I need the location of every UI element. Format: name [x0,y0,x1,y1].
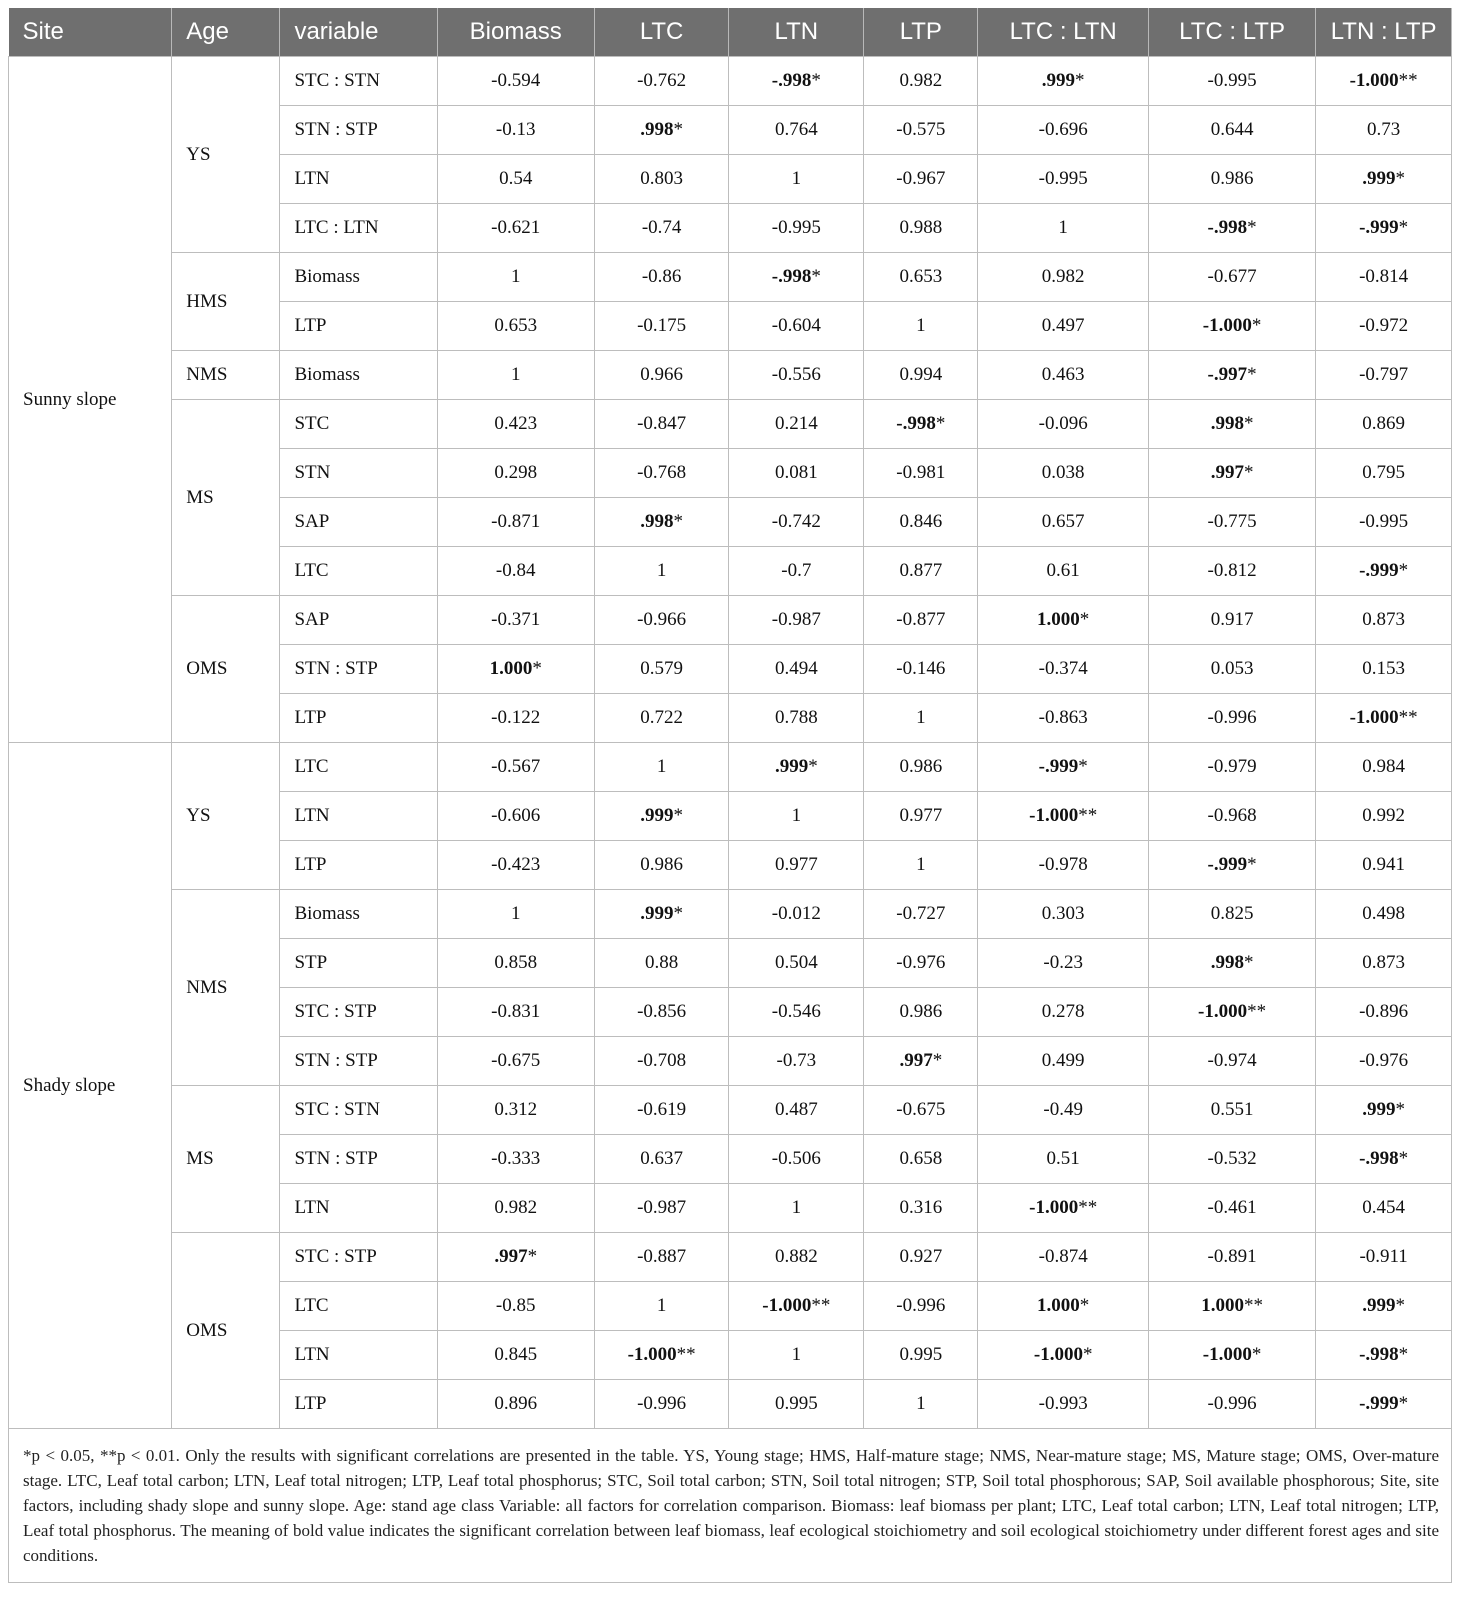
value-cell: -.998* [729,57,864,106]
value-cell: 0.423 [437,400,594,449]
value-cell: -0.621 [437,204,594,253]
value-cell: .999* [978,57,1148,106]
value-cell: 0.499 [978,1037,1148,1086]
value-cell: -0.974 [1148,1037,1315,1086]
value-cell: 0.795 [1316,449,1452,498]
age-cell: NMS [172,890,280,1086]
value-cell: -0.546 [729,988,864,1037]
value-cell: 0.494 [729,645,864,694]
value-cell: 0.986 [594,841,729,890]
value-cell: 1 [729,1331,864,1380]
value-cell: -0.911 [1316,1233,1452,1282]
value-cell: -1.000** [729,1282,864,1331]
value-cell: 0.038 [978,449,1148,498]
value-cell: 1 [437,253,594,302]
variable-cell: LTP [280,694,437,743]
value-cell: 0.977 [729,841,864,890]
value-cell: -0.863 [978,694,1148,743]
value-cell: 0.988 [864,204,978,253]
value-cell: 1.000* [978,596,1148,645]
value-cell: -0.567 [437,743,594,792]
value-cell: -.998* [1148,204,1315,253]
value-cell: -0.13 [437,106,594,155]
value-cell: -0.996 [594,1380,729,1429]
value-cell: -0.968 [1148,792,1315,841]
table-row [9,253,1452,302]
correlation-table [8,8,1452,1429]
value-cell: 0.278 [978,988,1148,1037]
variable-cell: LTC [280,1282,437,1331]
table-row [9,57,1452,106]
value-cell: 0.316 [864,1184,978,1233]
value-cell: 0.637 [594,1135,729,1184]
value-cell: 0.504 [729,939,864,988]
value-cell: 0.153 [1316,645,1452,694]
variable-cell: LTC [280,743,437,792]
table-footnote: *p < 0.05, **p < 0.01. Only the results with significant correlations are presented in the table. YS, Young stage; HMS, Half-mature stage; NMS, Near-mature stage; MS, Mature stage; OMS, Over-mature stage. LTC, Leaf total carbon; LTN, Leaf total nitrogen; LTP, Leaf total phosphorus; STC, Soil total carbon; STN, Soil total nitrogen; STP, Soil total phosphorous; SAP, Soil available phosphorous; Site, site factors, including shady slope and sunny slope. Age: stand age class Variable: all factors for correlation comparison. Biomass: leaf biomass per plant; LTC, Leaf total carbon; LTN, Leaf total nitrogen; LTP, Leaf total phosphorus. The meaning of bold value indicates the significant correlation between leaf biomass, leaf ecological stoichiometry and soil ecological stoichiometry under different forest ages and site conditions. [8,1429,1452,1583]
value-cell: 0.977 [864,792,978,841]
value-cell: -0.877 [864,596,978,645]
value-cell: -.998* [1316,1135,1452,1184]
value-cell: -0.423 [437,841,594,890]
value-cell: -0.23 [978,939,1148,988]
value-cell: .998* [1148,939,1315,988]
value-cell: -0.74 [594,204,729,253]
value-cell: -0.887 [594,1233,729,1282]
variable-cell: LTN [280,792,437,841]
value-cell: 0.081 [729,449,864,498]
value-cell: -0.122 [437,694,594,743]
column-header: LTC : LTP [1148,8,1315,57]
value-cell: 0.214 [729,400,864,449]
value-cell: -0.996 [1148,694,1315,743]
value-cell: 0.312 [437,1086,594,1135]
variable-cell: LTP [280,302,437,351]
value-cell: -0.987 [594,1184,729,1233]
value-cell: -.997* [1148,351,1315,400]
value-cell: 1 [594,1282,729,1331]
value-cell: -1.000** [978,792,1148,841]
value-cell: -1.000** [1316,57,1452,106]
value-cell: -0.978 [978,841,1148,890]
value-cell: -.999* [1316,204,1452,253]
value-cell: 0.992 [1316,792,1452,841]
value-cell: 0.877 [864,547,978,596]
column-header: LTN [729,8,864,57]
value-cell: 1.000* [978,1282,1148,1331]
variable-cell: LTN [280,155,437,204]
value-cell: -0.967 [864,155,978,204]
value-cell: 0.764 [729,106,864,155]
value-cell: 0.984 [1316,743,1452,792]
value-cell: 0.303 [978,890,1148,939]
value-cell: .997* [864,1037,978,1086]
table-row [9,351,1452,400]
value-cell: -1.000* [1148,302,1315,351]
value-cell: .999* [1316,1086,1452,1135]
value-cell: -0.675 [437,1037,594,1086]
column-header: Biomass [437,8,594,57]
value-cell: 0.846 [864,498,978,547]
value-cell: -0.874 [978,1233,1148,1282]
value-cell: -0.775 [1148,498,1315,547]
value-cell: -0.146 [864,645,978,694]
value-cell: -0.619 [594,1086,729,1135]
value-cell: -0.73 [729,1037,864,1086]
value-cell: 1 [729,792,864,841]
value-cell: -0.604 [729,302,864,351]
value-cell: 0.579 [594,645,729,694]
value-cell: -0.993 [978,1380,1148,1429]
variable-cell: Biomass [280,890,437,939]
value-cell: -0.85 [437,1282,594,1331]
value-cell: -.999* [1148,841,1315,890]
value-cell: 1.000* [437,645,594,694]
value-cell: .999* [594,890,729,939]
value-cell: 0.986 [864,743,978,792]
value-cell: -0.506 [729,1135,864,1184]
age-cell: YS [172,743,280,890]
value-cell: .997* [1148,449,1315,498]
value-cell: 0.873 [1316,939,1452,988]
value-cell: 0.788 [729,694,864,743]
value-cell: -0.742 [729,498,864,547]
value-cell: 0.454 [1316,1184,1452,1233]
value-cell: .998* [594,498,729,547]
variable-cell: STC : STP [280,1233,437,1282]
value-cell: .999* [1316,155,1452,204]
value-cell: -0.333 [437,1135,594,1184]
value-cell: .998* [1148,400,1315,449]
value-cell: .999* [1316,1282,1452,1331]
value-cell: 0.995 [864,1331,978,1380]
value-cell: 0.941 [1316,841,1452,890]
variable-cell: LTP [280,841,437,890]
value-cell: -0.995 [729,204,864,253]
value-cell: -0.594 [437,57,594,106]
column-header: LTP [864,8,978,57]
value-cell: -.999* [978,743,1148,792]
value-cell: 0.51 [978,1135,1148,1184]
value-cell: -0.996 [1148,1380,1315,1429]
value-cell: 0.88 [594,939,729,988]
value-cell: -0.532 [1148,1135,1315,1184]
value-cell: 0.858 [437,939,594,988]
age-cell: OMS [172,1233,280,1429]
variable-cell: STC : STN [280,1086,437,1135]
value-cell: -0.987 [729,596,864,645]
value-cell: 1 [864,1380,978,1429]
value-cell: -0.976 [1316,1037,1452,1086]
value-cell: -0.896 [1316,988,1452,1037]
value-cell: -0.175 [594,302,729,351]
value-cell: -0.812 [1148,547,1315,596]
variable-cell: LTC [280,547,437,596]
value-cell: -0.575 [864,106,978,155]
value-cell: -.999* [1316,547,1452,596]
variable-cell: STN : STP [280,1037,437,1086]
value-cell: -0.979 [1148,743,1315,792]
value-cell: -0.831 [437,988,594,1037]
value-cell: -0.996 [864,1282,978,1331]
variable-cell: SAP [280,596,437,645]
value-cell: 0.657 [978,498,1148,547]
value-cell: -0.814 [1316,253,1452,302]
value-cell: 0.986 [1148,155,1315,204]
value-cell: 0.825 [1148,890,1315,939]
variable-cell: LTC : LTN [280,204,437,253]
value-cell: 0.966 [594,351,729,400]
value-cell: 1 [437,890,594,939]
site-cell: Shady slope [9,743,172,1429]
value-cell: 0.497 [978,302,1148,351]
value-cell: -0.871 [437,498,594,547]
value-cell: .997* [437,1233,594,1282]
value-cell: -1.000* [1148,1331,1315,1380]
value-cell: -0.856 [594,988,729,1037]
column-header: Age [172,8,280,57]
value-cell: 0.986 [864,988,978,1037]
value-cell: -0.556 [729,351,864,400]
value-cell: 0.982 [864,57,978,106]
value-cell: 1 [729,1184,864,1233]
age-cell: NMS [172,351,280,400]
age-cell: OMS [172,596,280,743]
value-cell: 0.982 [978,253,1148,302]
value-cell: -0.995 [1148,57,1315,106]
value-cell: 0.658 [864,1135,978,1184]
value-cell: 0.487 [729,1086,864,1135]
value-cell: 1 [864,694,978,743]
value-cell: -0.606 [437,792,594,841]
value-cell: 0.917 [1148,596,1315,645]
value-cell: -1.000* [978,1331,1148,1380]
variable-cell: STN : STP [280,1135,437,1184]
value-cell: 0.498 [1316,890,1452,939]
value-cell: 0.873 [1316,596,1452,645]
value-cell: 1.000** [1148,1282,1315,1331]
value-cell: -.999* [1316,1380,1452,1429]
value-cell: -0.727 [864,890,978,939]
column-header: LTC : LTN [978,8,1148,57]
value-cell: 0.653 [437,302,594,351]
table-body [9,57,1452,1429]
value-cell: 0.73 [1316,106,1452,155]
value-cell: -0.096 [978,400,1148,449]
value-cell: -0.972 [1316,302,1452,351]
value-cell: -0.461 [1148,1184,1315,1233]
value-cell: -0.981 [864,449,978,498]
value-cell: .999* [594,792,729,841]
table-row [9,1086,1452,1135]
value-cell: 0.644 [1148,106,1315,155]
value-cell: -1.000** [978,1184,1148,1233]
value-cell: .998* [594,106,729,155]
column-header: LTC [594,8,729,57]
value-cell: -0.49 [978,1086,1148,1135]
value-cell: -0.995 [978,155,1148,204]
value-cell: -0.012 [729,890,864,939]
site-cell: Sunny slope [9,57,172,743]
value-cell: -1.000** [1148,988,1315,1037]
age-cell: MS [172,400,280,596]
table-row [9,1233,1452,1282]
variable-cell: LTN [280,1331,437,1380]
value-cell: -0.708 [594,1037,729,1086]
column-header: LTN : LTP [1316,8,1452,57]
value-cell: -0.84 [437,547,594,596]
header-row [9,8,1452,57]
value-cell: 0.61 [978,547,1148,596]
value-cell: 0.982 [437,1184,594,1233]
value-cell: 0.994 [864,351,978,400]
variable-cell: STC [280,400,437,449]
value-cell: -0.677 [1148,253,1315,302]
value-cell: 0.845 [437,1331,594,1380]
value-cell: 0.722 [594,694,729,743]
age-cell: HMS [172,253,280,351]
value-cell: 0.053 [1148,645,1315,694]
table-row [9,890,1452,939]
value-cell: 0.653 [864,253,978,302]
table-row [9,596,1452,645]
variable-cell: STP [280,939,437,988]
value-cell: -0.891 [1148,1233,1315,1282]
value-cell: -0.847 [594,400,729,449]
column-header: variable [280,8,437,57]
variable-cell: STN [280,449,437,498]
value-cell: -1.000** [1316,694,1452,743]
variable-cell: STN : STP [280,106,437,155]
value-cell: 0.882 [729,1233,864,1282]
variable-cell: STC : STN [280,57,437,106]
age-cell: MS [172,1086,280,1233]
value-cell: -0.995 [1316,498,1452,547]
value-cell: -.998* [864,400,978,449]
value-cell: -0.86 [594,253,729,302]
value-cell: 1 [729,155,864,204]
value-cell: 1 [594,547,729,596]
variable-cell: Biomass [280,253,437,302]
value-cell: 0.869 [1316,400,1452,449]
age-cell: YS [172,57,280,253]
value-cell: -0.762 [594,57,729,106]
value-cell: 0.54 [437,155,594,204]
value-cell: 0.896 [437,1380,594,1429]
variable-cell: SAP [280,498,437,547]
value-cell: -0.976 [864,939,978,988]
value-cell: -0.797 [1316,351,1452,400]
value-cell: 1 [864,841,978,890]
value-cell: -0.7 [729,547,864,596]
variable-cell: STN : STP [280,645,437,694]
value-cell: 1 [594,743,729,792]
value-cell: 1 [864,302,978,351]
value-cell: 0.927 [864,1233,978,1282]
value-cell: -0.374 [978,645,1148,694]
value-cell: 0.463 [978,351,1148,400]
value-cell: -1.000** [594,1331,729,1380]
variable-cell: LTN [280,1184,437,1233]
value-cell: 0.551 [1148,1086,1315,1135]
table-row [9,743,1452,792]
table-row [9,400,1452,449]
variable-cell: Biomass [280,351,437,400]
variable-cell: LTP [280,1380,437,1429]
value-cell: -0.675 [864,1086,978,1135]
table-figure [8,8,1452,1583]
value-cell: 0.995 [729,1380,864,1429]
value-cell: -0.966 [594,596,729,645]
value-cell: -0.768 [594,449,729,498]
value-cell: -.998* [729,253,864,302]
column-header: Site [9,8,172,57]
value-cell: -0.371 [437,596,594,645]
value-cell: 0.803 [594,155,729,204]
value-cell: 1 [437,351,594,400]
value-cell: .999* [729,743,864,792]
value-cell: -0.696 [978,106,1148,155]
value-cell: -.998* [1316,1331,1452,1380]
table-header [9,8,1452,57]
value-cell: 1 [978,204,1148,253]
variable-cell: STC : STP [280,988,437,1037]
value-cell: 0.298 [437,449,594,498]
